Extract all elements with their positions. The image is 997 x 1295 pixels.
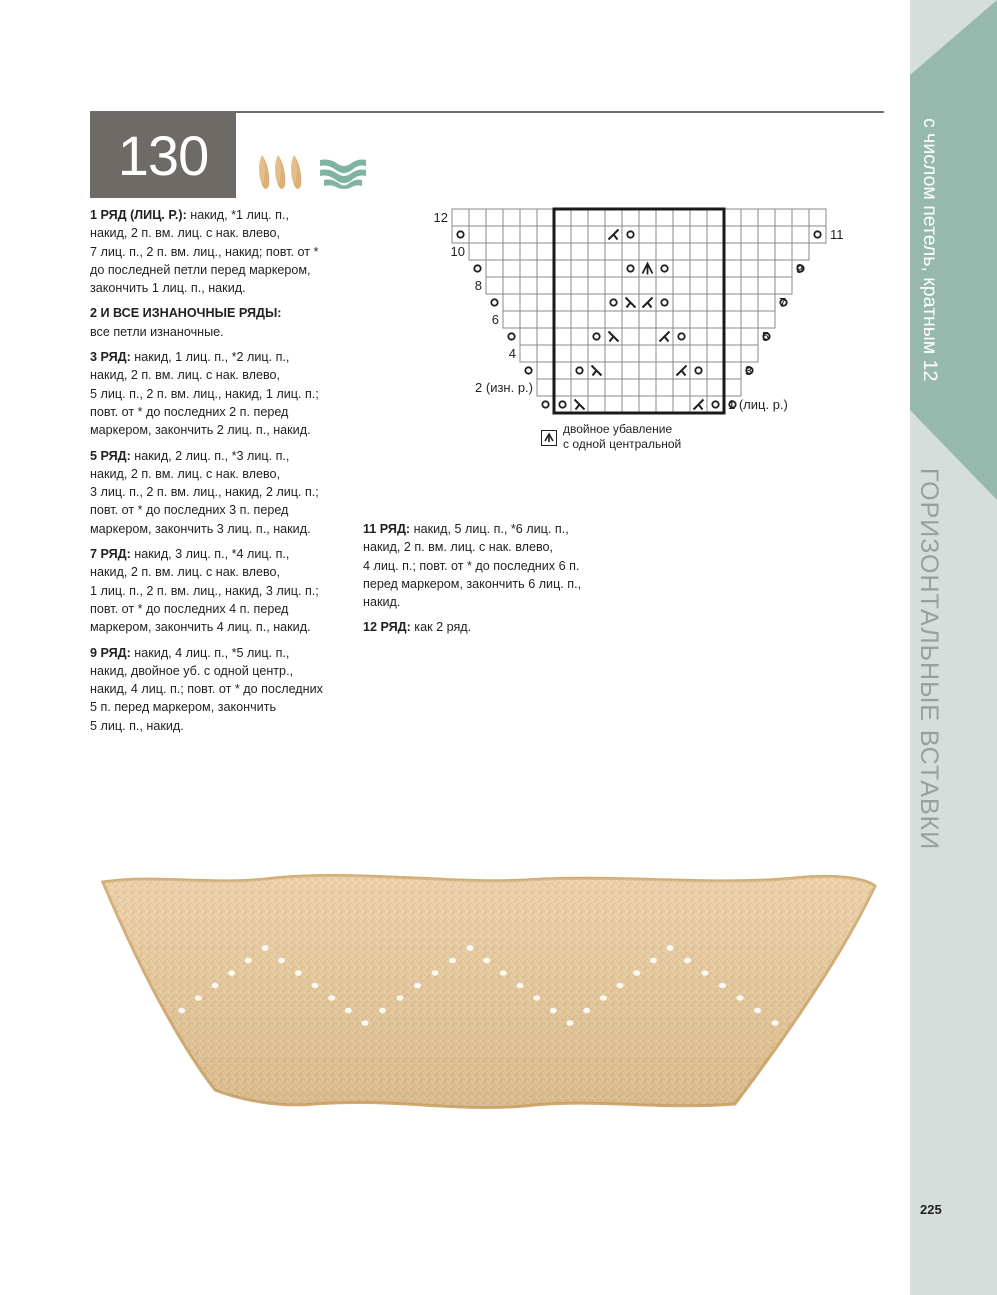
yarn-over-symbol <box>508 333 514 339</box>
instruction-line: маркером, закончить 2 лиц. п., накид. <box>90 423 311 438</box>
chart-cell <box>656 277 673 294</box>
chart-cell <box>707 396 724 413</box>
instruction-line: как 2 ряд. <box>410 620 472 635</box>
chart-cell <box>673 311 690 328</box>
needle-size-icon <box>318 158 368 190</box>
chart-cell <box>605 277 622 294</box>
chart-cell <box>554 362 571 379</box>
instruction-line: накид, 2 п. вм. лиц. с нак. влево, <box>90 466 281 481</box>
eyelet-hole <box>278 958 285 964</box>
chart-cell <box>554 345 571 362</box>
chart-cell <box>724 243 741 260</box>
chart-cell <box>537 209 554 226</box>
chart-cell <box>758 311 775 328</box>
chart-cell <box>588 396 605 413</box>
instruction-line: 4 лиц. п.; повт. от * до последних 6 п. <box>363 558 580 573</box>
chart-cell <box>656 243 673 260</box>
eyelet-hole <box>500 970 507 976</box>
chart-cell <box>520 328 537 345</box>
chart-cell <box>724 311 741 328</box>
instruction-line: 7 лиц. п., 2 п. вм. лиц., накид; повт. от * <box>90 244 319 259</box>
chart-cell <box>622 379 639 396</box>
chart-cell <box>622 328 639 345</box>
chart-cell <box>554 311 571 328</box>
chart-cell <box>520 243 537 260</box>
chart-cell <box>605 379 622 396</box>
chart-cell <box>690 311 707 328</box>
yarn-over-symbol <box>525 367 531 373</box>
chart-cell <box>537 328 554 345</box>
chart-cell <box>554 277 571 294</box>
chart-cell <box>656 379 673 396</box>
eyelet-hole <box>617 983 624 989</box>
chart-cell <box>537 345 554 362</box>
chart-cell <box>639 328 656 345</box>
chart-row-label-left: 4 <box>508 346 516 361</box>
chart-row-label-right: 1 (лиц. р.) <box>728 397 788 412</box>
eyelet-hole <box>583 1008 590 1014</box>
chart-cell <box>690 328 707 345</box>
chart-cell <box>520 311 537 328</box>
chart-cell <box>486 243 503 260</box>
chart-cell <box>554 379 571 396</box>
chart-cell <box>775 277 792 294</box>
instruction-line: 5 п. перед маркером, закончить <box>90 700 277 715</box>
chart-cell <box>792 209 809 226</box>
instruction-line: маркером, закончить 3 лиц. п., накид. <box>90 521 311 536</box>
instruction-line: до последней петли перед маркером, <box>90 262 311 277</box>
chart-cell <box>571 328 588 345</box>
chart-row-label-right: 7 <box>779 295 787 310</box>
chart-cell <box>537 260 554 277</box>
chart-cell <box>724 362 741 379</box>
chart-cell <box>520 209 537 226</box>
eyelet-hole <box>245 958 252 964</box>
eyelet-hole <box>178 1008 185 1014</box>
yarn-weight-icon <box>256 155 306 193</box>
instruction-line: накид, 3 лиц. п., *4 лиц. п., <box>130 547 290 562</box>
instruction-line: 5 лиц. п., накид. <box>90 718 184 733</box>
chart-cell <box>605 362 622 379</box>
chart-cell <box>588 328 605 345</box>
chart-cell <box>571 226 588 243</box>
chart-cell <box>707 345 724 362</box>
chart-cell <box>639 209 656 226</box>
instruction-row-1 <box>90 206 360 297</box>
chart-cell <box>656 362 673 379</box>
chart-cell <box>537 277 554 294</box>
instruction-line: 1 лиц. п., 2 п. вм. лиц., накид, 3 лиц. п.; <box>90 583 319 598</box>
chart-cell <box>554 243 571 260</box>
chart-cell <box>571 345 588 362</box>
chart-cell <box>605 396 622 413</box>
chart-cell <box>520 260 537 277</box>
instruction-row-7 <box>90 545 360 636</box>
chart-row-label-left: 6 <box>491 312 499 327</box>
instruction-line: накид. <box>363 595 401 610</box>
instruction-line: перед маркером, закончить 6 лиц. п., <box>363 576 582 591</box>
instruction-line: накид, 2 лиц. п., *3 лиц. п., <box>130 448 290 463</box>
chart-row-label-left: 2 (изн. р.) <box>475 380 533 395</box>
instruction-row-2 <box>90 304 360 341</box>
chart-cell <box>588 294 605 311</box>
chart-cell <box>588 243 605 260</box>
chart-cell <box>707 328 724 345</box>
chart-cell <box>588 260 605 277</box>
chart-cell <box>656 294 673 311</box>
chart-cell <box>520 294 537 311</box>
chart-cell <box>775 226 792 243</box>
chart-cell <box>588 311 605 328</box>
chart-cell <box>707 277 724 294</box>
chart-cell <box>690 260 707 277</box>
instructions-column-2 <box>363 520 633 644</box>
eyelet-hole <box>533 995 540 1001</box>
chart-cell <box>724 345 741 362</box>
sidebar-title: ГОРИЗОНТАЛЬНЫЕ ВСТАВКИ <box>915 468 943 851</box>
chart-cell <box>486 209 503 226</box>
chart-cell <box>724 379 741 396</box>
chart-cell <box>537 311 554 328</box>
chart-cell <box>452 226 469 243</box>
eyelet-hole <box>667 945 674 951</box>
chart-cell <box>656 396 673 413</box>
chart-cell <box>707 379 724 396</box>
eyelet-hole <box>650 958 657 964</box>
chart-cell <box>622 345 639 362</box>
chart-cell <box>571 277 588 294</box>
eyelet-hole <box>449 958 456 964</box>
page-number: 225 <box>920 1202 942 1217</box>
eyelet-hole <box>295 970 302 976</box>
chart-cell <box>673 396 690 413</box>
chart-cell <box>639 243 656 260</box>
chart-cell <box>520 277 537 294</box>
chart-row-label-right: 3 <box>745 363 753 378</box>
chart-cell <box>707 294 724 311</box>
eyelet-hole <box>162 1020 169 1026</box>
instruction-line: накид, 5 лиц. п., *6 лиц. п., <box>410 522 569 536</box>
chart-cell <box>673 226 690 243</box>
chart-cell <box>554 396 571 413</box>
chart-cell <box>741 277 758 294</box>
chart-cell <box>690 243 707 260</box>
eyelet-hole <box>345 1008 352 1014</box>
chart-cell <box>673 277 690 294</box>
instruction-label: 12 РЯД: <box>363 620 411 635</box>
instruction-line: все петли изнаночные. <box>90 324 224 339</box>
eyelet-hole <box>328 995 335 1001</box>
eyelet-hole <box>737 995 744 1001</box>
chart-cell <box>724 328 741 345</box>
chart-cell <box>639 379 656 396</box>
chart-cell <box>741 311 758 328</box>
chart-cell <box>758 226 775 243</box>
eyelet-hole <box>600 995 607 1001</box>
eyelet-hole <box>362 1020 369 1026</box>
yarn-over-symbol <box>474 265 480 271</box>
knitted-swatch-image <box>95 868 880 1113</box>
chart-cell <box>656 260 673 277</box>
instruction-line: накид, 4 лиц. п., *5 лиц. п., <box>130 645 290 660</box>
chart-cell <box>486 226 503 243</box>
chart-cell <box>571 362 588 379</box>
chart-cell <box>690 226 707 243</box>
instruction-line: повт. от * до последних 3 п. перед <box>90 503 289 518</box>
eyelet-hole <box>633 970 640 976</box>
chart-cell <box>554 294 571 311</box>
instruction-line: накид, 2 п. вм. лиц. с нак. влево, <box>90 565 281 580</box>
chart-cell <box>605 260 622 277</box>
chart-cell <box>690 379 707 396</box>
chart-cell <box>673 379 690 396</box>
eyelet-hole <box>414 983 421 989</box>
chart-cell <box>554 226 571 243</box>
chart-cell <box>656 311 673 328</box>
instruction-line: накид, 2 п. вм. лиц. с нак. влево, <box>363 540 554 555</box>
chart-cell <box>673 294 690 311</box>
instruction-line: повт. от * до последних 4 п. перед <box>90 601 289 616</box>
chart-cell <box>673 328 690 345</box>
instruction-line: накид, 2 п. вм. лиц. с нак. влево, <box>90 368 281 383</box>
instruction-label: 2 И ВСЕ ИЗНАНОЧНЫЕ РЯДЫ: <box>90 306 282 321</box>
instruction-row-5 <box>90 447 360 538</box>
chart-cell <box>486 277 503 294</box>
instruction-line: повт. от * до последних 2 п. перед <box>90 404 289 419</box>
chart-cell <box>537 362 554 379</box>
chart-cell <box>639 277 656 294</box>
chart-cell <box>537 294 554 311</box>
chart-cell <box>622 260 639 277</box>
eyelet-hole <box>702 970 709 976</box>
instruction-row-3 <box>90 348 360 439</box>
chart-cell <box>724 209 741 226</box>
eyelet-hole <box>432 970 439 976</box>
eyelet-hole <box>754 1008 761 1014</box>
chart-cell <box>809 209 826 226</box>
instruction-line: маркером, закончить 4 лиц. п., накид. <box>90 620 311 635</box>
chart-cell <box>571 379 588 396</box>
chart-cell <box>503 243 520 260</box>
chart-cell <box>690 362 707 379</box>
instructions-column-1 <box>90 206 360 742</box>
legend-line-1: двойное убавление <box>563 422 673 436</box>
chart-cell <box>622 362 639 379</box>
chart-cell <box>724 226 741 243</box>
instruction-line: 3 лиц. п., 2 п. вм. лиц., накид, 2 лиц. п.; <box>90 485 319 500</box>
chart-cell <box>690 345 707 362</box>
chart-cell <box>639 396 656 413</box>
chart-cell <box>571 294 588 311</box>
chart-cell <box>622 226 639 243</box>
chart-cell <box>520 345 537 362</box>
chart-cell <box>741 328 758 345</box>
sidebar-subtitle: с числом петель, кратным 12 <box>919 118 941 382</box>
chart-cell <box>571 209 588 226</box>
chart-row-label-left: 12 <box>433 210 448 225</box>
chart-cell <box>673 260 690 277</box>
chart-cell <box>690 277 707 294</box>
eyelet-hole <box>195 995 202 1001</box>
chart-cell <box>673 209 690 226</box>
chart-cell <box>622 243 639 260</box>
eyelet-hole <box>772 1020 779 1026</box>
chart-cell <box>639 362 656 379</box>
chart-cell <box>452 209 469 226</box>
chart-cell <box>571 243 588 260</box>
chart-cell <box>724 277 741 294</box>
chart-cell <box>605 209 622 226</box>
chart-cell <box>707 260 724 277</box>
chart-cell <box>588 209 605 226</box>
chart-cell <box>690 294 707 311</box>
chart-cell <box>588 226 605 243</box>
chart-cell <box>554 209 571 226</box>
chart-cell <box>503 209 520 226</box>
chart-cell <box>503 294 520 311</box>
chart-cell <box>486 260 503 277</box>
chart-cell <box>503 260 520 277</box>
chart-cell <box>554 260 571 277</box>
chart-cell <box>707 209 724 226</box>
chart-cell <box>571 311 588 328</box>
chart-cell <box>588 379 605 396</box>
instruction-label: 7 РЯД: <box>90 547 131 562</box>
chart-row-label-right: 11 <box>830 227 844 242</box>
pattern-number: 130 <box>90 113 236 198</box>
chart-cell <box>792 243 809 260</box>
chart-row-label-right: 5 <box>762 329 770 344</box>
knitting-chart <box>420 200 844 412</box>
eyelet-hole <box>467 945 474 951</box>
chart-cell <box>741 345 758 362</box>
chart-cell <box>656 226 673 243</box>
chart-cell <box>758 277 775 294</box>
chart-cell <box>707 311 724 328</box>
chart-cell <box>639 226 656 243</box>
eyelet-hole <box>483 958 490 964</box>
instruction-line: накид, *1 лиц. п., <box>186 208 289 222</box>
chart-cell <box>605 311 622 328</box>
chart-row-label-left: 8 <box>474 278 482 293</box>
chart-cell <box>707 243 724 260</box>
yarn-over-symbol <box>542 401 548 407</box>
chart-cell <box>758 243 775 260</box>
instruction-line: закончить 1 лиц. п., накид. <box>90 281 246 296</box>
instruction-label: 5 РЯД: <box>90 448 131 463</box>
chart-cell <box>809 226 826 243</box>
instruction-row-11 <box>363 520 633 611</box>
instruction-line: 5 лиц. п., 2 п. вм. лиц., накид, 1 лиц. п.; <box>90 386 319 401</box>
chart-cell <box>673 243 690 260</box>
chart-cell <box>622 277 639 294</box>
chart-cell <box>741 226 758 243</box>
eyelet-hole <box>550 1008 557 1014</box>
chart-cell <box>741 243 758 260</box>
yarn-over-symbol <box>491 299 497 305</box>
chart-cell <box>724 260 741 277</box>
chart-cell <box>639 311 656 328</box>
eyelet-hole <box>379 1008 386 1014</box>
eyelet-hole <box>397 995 404 1001</box>
chart-cell <box>605 345 622 362</box>
central-double-decrease-icon <box>541 430 557 446</box>
instruction-label: 3 РЯД: <box>90 350 131 365</box>
chart-cell <box>656 345 673 362</box>
chart-cell <box>775 260 792 277</box>
chart-cell <box>503 277 520 294</box>
chart-cell <box>707 226 724 243</box>
chart-cell <box>758 209 775 226</box>
chart-cell <box>741 260 758 277</box>
chart-cell <box>656 209 673 226</box>
instruction-row-12 <box>363 618 633 636</box>
chart-cell <box>537 226 554 243</box>
instruction-label: 9 РЯД: <box>90 645 131 660</box>
chart-cell <box>724 294 741 311</box>
chart-cell <box>605 243 622 260</box>
instruction-line: накид, двойное уб. с одной центр., <box>90 663 294 678</box>
chart-cell <box>571 260 588 277</box>
chart-cell <box>690 209 707 226</box>
chart-cell <box>792 226 809 243</box>
chart-cell <box>503 226 520 243</box>
instruction-line: накид, 4 лиц. п.; повт. от * до последних <box>90 682 323 697</box>
chart-cell <box>758 294 775 311</box>
chart-cell <box>537 243 554 260</box>
chart-cell <box>554 328 571 345</box>
eyelet-hole <box>262 945 269 951</box>
instruction-line: накид, 1 лиц. п., *2 лиц. п., <box>130 350 290 365</box>
chart-cell <box>741 294 758 311</box>
chart-cell <box>503 311 520 328</box>
chart-cell <box>639 345 656 362</box>
eyelet-hole <box>212 983 219 989</box>
eyelet-hole <box>719 983 726 989</box>
chart-cell <box>622 396 639 413</box>
chart-cell <box>707 362 724 379</box>
chart-cell <box>537 379 554 396</box>
chart-row-label-right: 9 <box>796 261 804 276</box>
chart-cell <box>469 209 486 226</box>
eyelet-hole <box>228 970 235 976</box>
chart-cell <box>520 226 537 243</box>
chart-cell <box>588 277 605 294</box>
instruction-row-9 <box>90 644 360 735</box>
eyelet-hole <box>684 958 691 964</box>
instruction-label: 1 РЯД (ЛИЦ. Р.): <box>90 208 187 222</box>
legend-line-2: с одной центральной <box>563 437 682 451</box>
eyelet-hole <box>312 983 319 989</box>
eyelet-hole <box>567 1020 574 1026</box>
eyelet-hole <box>517 983 524 989</box>
instruction-line: накид, 2 п. вм. лиц. с нак. влево, <box>90 226 281 241</box>
chart-cell <box>741 209 758 226</box>
chart-cell <box>673 345 690 362</box>
chart-cell <box>775 209 792 226</box>
chart-cell <box>775 243 792 260</box>
chart-cell <box>758 260 775 277</box>
instruction-label: 11 РЯД: <box>363 522 411 536</box>
chart-row-label-left: 10 <box>450 244 465 259</box>
chart-cell <box>469 243 486 260</box>
chart-cell <box>588 345 605 362</box>
chart-cell <box>469 226 486 243</box>
chart-cell <box>622 311 639 328</box>
chart-cell <box>605 294 622 311</box>
chart-cell <box>622 209 639 226</box>
